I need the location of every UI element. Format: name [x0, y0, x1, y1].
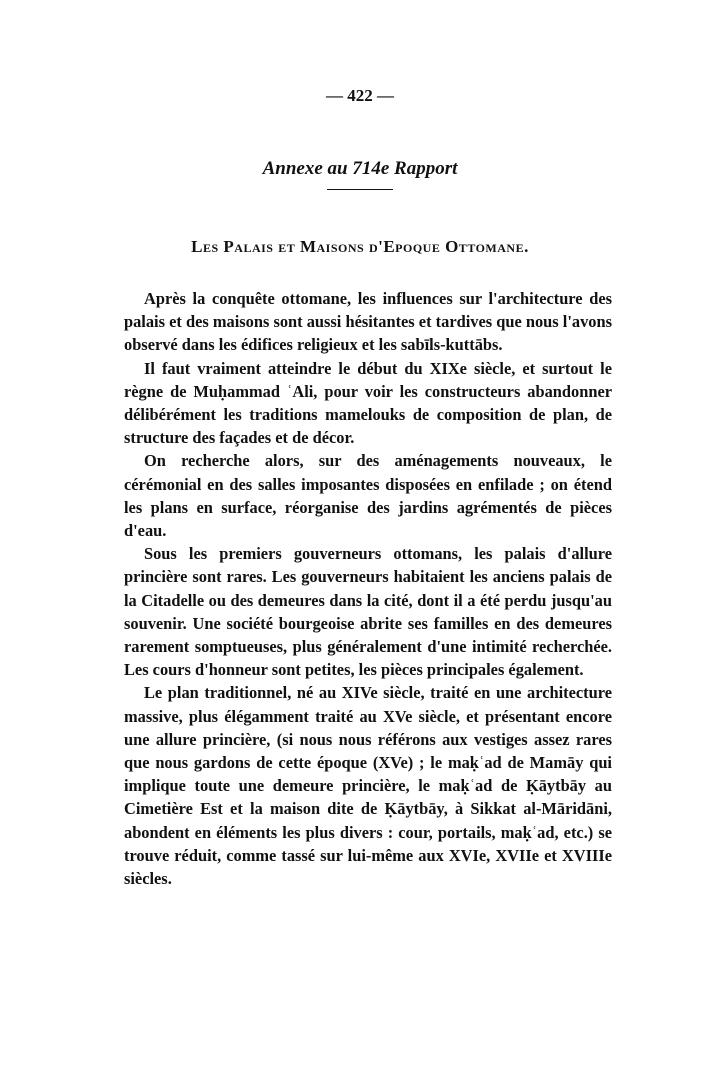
- paragraph: Après la conquête ottomane, les influences sur l'architecture des palais et des maisons sont aussi hésitantes et tardives que nous l'avons observé dans les édifices religieux et les sabīls-kuttābs.: [124, 289, 612, 355]
- title-divider: [327, 189, 393, 190]
- paragraph: Il faut vraiment atteindre le début du XIXe siècle, et surtout le règne de Muḥammad ʿAli, pour voir les constructeurs abandonner délibérément les traditions mamelouks de composition de plan, de structure des façades et de décor.: [124, 358, 612, 448]
- body-text: [124, 287, 612, 890]
- page-number: — 422 —: [326, 86, 394, 105]
- paragraph: On recherche alors, sur des aménagements nouveaux, le cérémonial en des salles imposantes disposées en enfilade ; on étend les plans en surface, réorganise des jardins agrémentés de pièces d'eau.: [124, 451, 612, 541]
- paragraph: Sous les premiers gouverneurs ottomans, les palais d'allure princière sont rares. Les gouverneurs habitaient les anciens palais de la Citadelle ou des demeures dans la cité, dont il a été perdu jusqu'au souvenir. Une société bourgeoise abrite ses familles en des demeures rarement somptueuses, plus généralement d'une intimité recherchée. Les cours d'honneur sont petites, les pièces principales également.: [124, 544, 612, 680]
- annex-title: Annexe au 714e Rapport: [262, 158, 458, 179]
- paragraph: Le plan traditionnel, né au XIVe siècle, traité en une architecture massive, plus élégamment traité au XVe siècle, et présentant encore une allure princière, (si nous nous référons aux vestiges assez rares que nous gardons de cette époque (XVe) ; le maḳʿad de Mamāy qui implique toute une demeure princière, le maḳʿad de Ḳāytbāy au Cimetière Est et la maison dite de Ḳāytbāy, à Sikkat al-Māridāni, abondent en éléments les plus divers : cour, portails, maḳʿad, etc.) se trouve réduit, comme tassé sur lui-même aux XVIe, XVIIe et XVIIIe siècles.: [124, 683, 612, 889]
- section-title: Les Palais et Maisons d'Epoque Ottomane.: [191, 237, 529, 256]
